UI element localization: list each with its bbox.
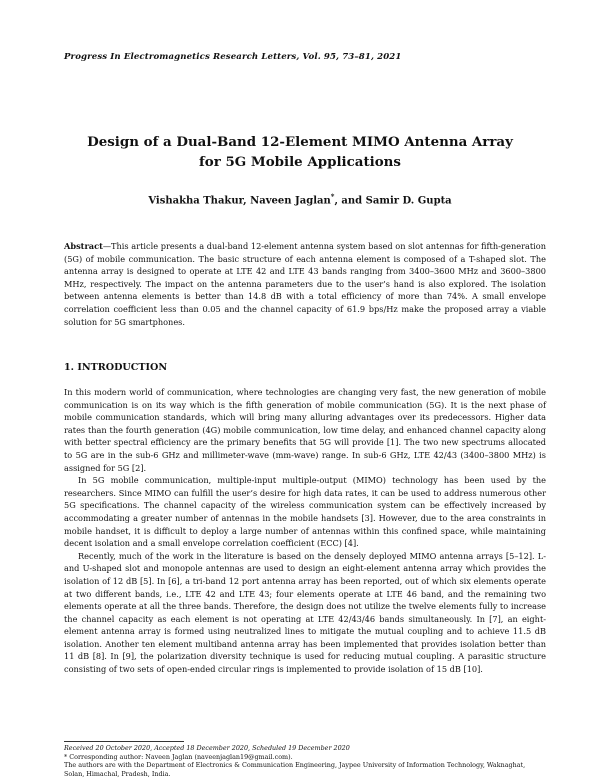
title-line-1: Design of a Dual-Band 12-Element MIMO Antenna Array xyxy=(87,134,513,150)
abstract xyxy=(64,240,546,328)
author-names-1: Vishakha Thakur, Naveen Jaglan xyxy=(148,195,331,207)
title-line-2: for 5G Mobile Applications xyxy=(199,154,401,170)
footnotes xyxy=(64,744,546,778)
body-text xyxy=(64,386,546,676)
footnote-affiliation: The authors are with the Department of Electronics & Communication Engineering, Jaypee University of Information Technology, Waknaghat, Solan, Himachal, Pradesh, India. xyxy=(64,761,526,778)
section-heading: 1. INTRODUCTION xyxy=(64,362,168,373)
author-list xyxy=(60,192,540,206)
author-names-2: , and Samir D. Gupta xyxy=(334,195,452,207)
footnote-received: Received 20 October 2020, Accepted 18 December 2020, Scheduled 19 December 2020 xyxy=(64,744,350,752)
paper-title xyxy=(60,132,540,172)
paragraph: Recently, much of the work in the literature is based on the densely deployed MIMO antenna arrays [5–12]. L- and U-shaped slot and monopole antennas are used to design an eight-element antenna array which provides the isolation of 12 dB [5]. In [6], a tri-band 12 port antenna array has been reported, out of which six elements operate at two different bands, i.e., LTE 42 and LTE 43; four elements operate at LTE 46 band, and the remaining two elements operate at all the three bands. Therefore, the design does not utilize the twelve elements fully to increase the channel capacity as each element is not operating at LTE 42/43/46 bands simultaneously. In [7], an eight-element antenna array is formed using neutralized lines to mitigate the mutual coupling and to achieve 11.5 dB isolation. Another ten element multiband antenna array has been implemented that provides isolation better than 11 dB [8]. In [9], the polarization diversity technique is used for reducing mutual coupling. A parasitic structure consisting of two sets of open-ended circular rings is implemented to provide isolation of 15 dB [10]. xyxy=(64,550,546,675)
journal-header: Progress In Electromagnetics Research Letters, Vol. 95, 73–81, 2021 xyxy=(64,52,402,62)
abstract-label: Abstract xyxy=(64,241,103,251)
footnote-rule xyxy=(64,741,184,742)
paragraph: In 5G mobile communication, multiple-input multiple-output (MIMO) technology has been used by the researchers. Since MIMO can fulfill the user’s desire for high data rates, it can be used to address numerous other 5G specifications. The channel capacity of the wireless communication system can be effectively increased by accommodating a greater number of antennas in the mobile handsets [3]. However, due to the area constraints in mobile handset, it is difficult to deploy a large number of antennas within this confined space, while maintaining decent isolation and a small envelope correlation coefficient (ECC) [4]. xyxy=(64,475,546,549)
footnote-corresponding: * Corresponding author: Naveen Jaglan (naveenjaglan19@gmail.com). xyxy=(64,752,293,761)
paragraph: In this modern world of communication, where technologies are changing very fast, the new generation of mobile communication is on its way which is the fifth generation of mobile communication (5G). It is the next phase of mobile communication standards, which will bring many alluring advantages over its predecessors. Higher data rates than the fourth generation (4G) mobile communication, low time delay, and enhanced channel capacity along with better spectral efficiency are the primary benefits that 5G will provide [1]. The two new spectrums allocated to 5G are in the sub-6 GHz and millimeter-wave (mm-wave) range. In sub-6 GHz, LTE 42/43 (3400–3800 MHz) is assigned for 5G [2]. xyxy=(64,387,546,473)
corresponding-mark: * xyxy=(330,192,335,201)
abstract-text: —This article presents a dual-band 12-element antenna system based on slot antennas for fifth-generation (5G) of mobile communication. The basic structure of each antenna element is composed of a T-shaped slot. The antenna array is designed to operate at LTE 42 and LTE 43 bands ranging from 3400–3600 MHz and 3600–3800 MHz, respectively. The impact on the antenna parameters due to the user’s hand is also explored. The isolation between antenna elements is better than 14.8 dB with a total efficiency of more than 74%. A small envelope correlation coefficient less than 0.05 and the channel capacity of 61.9 bps/Hz make the proposed array a viable solution for 5G smartphones. xyxy=(64,241,546,327)
